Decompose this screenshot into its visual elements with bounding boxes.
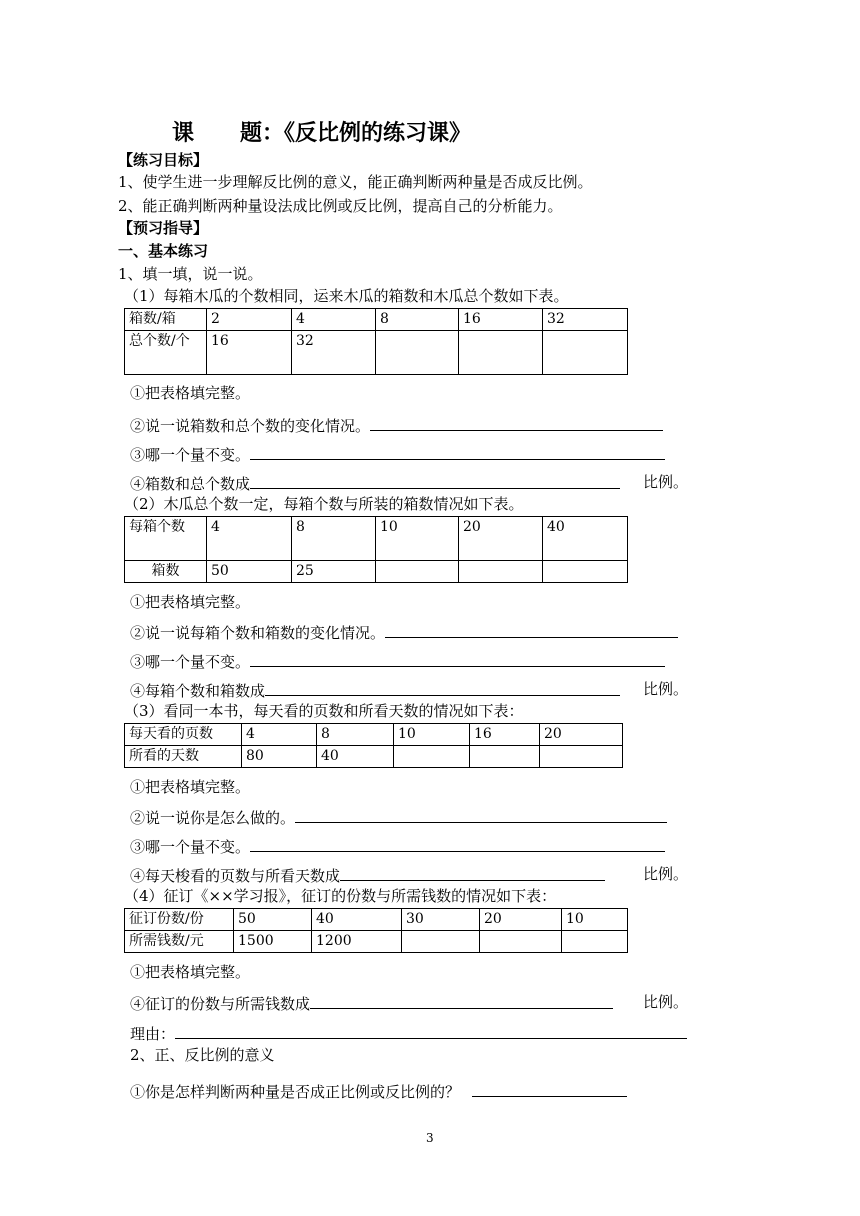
- table-cell: 20: [540, 724, 623, 746]
- ex3-step-3: ③哪一个量不变。: [130, 835, 665, 857]
- table-cell: 20: [480, 909, 562, 931]
- ex2-step-2: ②说一说每箱个数和箱数的变化情况。: [130, 621, 678, 643]
- ex3-table: [124, 723, 623, 768]
- table-cell: 总个数/个: [125, 331, 207, 375]
- answer-blank[interactable]: [250, 650, 665, 667]
- ex3-intro: （3）看同一本书，每天看的页数和所看天数的情况如下表：: [124, 702, 524, 720]
- table-cell: 40: [312, 909, 402, 931]
- table-cell: 40: [543, 517, 628, 561]
- table-row: [125, 331, 628, 375]
- table-cell: 征订份数/份: [125, 909, 234, 931]
- ex1-table: [124, 308, 628, 375]
- table-cell: 1200: [312, 931, 402, 953]
- question-2-header: 2、正、反比例的意义: [130, 1046, 275, 1064]
- title-label-2: 题：: [240, 120, 285, 146]
- table-cell: 50: [234, 909, 312, 931]
- answer-blank[interactable]: [385, 621, 678, 638]
- table-cell: [402, 931, 480, 953]
- table-row: [125, 517, 628, 561]
- table-cell: 箱数: [125, 561, 207, 583]
- table-row: [125, 909, 628, 931]
- table-cell: 10: [376, 517, 459, 561]
- table-cell: 所需钱数/元: [125, 931, 234, 953]
- page-title: [172, 116, 471, 147]
- table-cell: 16: [470, 724, 540, 746]
- question-1: 1、填一填，说一说。: [118, 265, 263, 283]
- table-cell: 16: [459, 309, 543, 331]
- ex4-step-4-end: 比例。: [643, 993, 689, 1011]
- ex1-step-2: ②说一说箱数和总个数的变化情况。: [130, 414, 663, 436]
- ex3-step-4: ④每天梭看的页数与所看天数成: [130, 864, 605, 886]
- table-cell: 30: [402, 909, 480, 931]
- table-cell: [543, 331, 628, 375]
- guide-header: 【预习指导】: [118, 219, 209, 237]
- answer-blank[interactable]: [295, 806, 667, 823]
- table-cell: 4: [207, 517, 292, 561]
- answer-blank[interactable]: [250, 835, 665, 852]
- table-row: [125, 724, 623, 746]
- ex2-table: [124, 516, 628, 583]
- answer-blank[interactable]: [175, 1022, 687, 1039]
- table-cell: [394, 746, 470, 768]
- table-cell: 40: [317, 746, 394, 768]
- answer-blank[interactable]: [265, 679, 620, 696]
- table-cell: 10: [562, 909, 628, 931]
- ex1-step-3: ③哪一个量不变。: [130, 443, 665, 465]
- page-number: 3: [426, 1131, 434, 1145]
- table-cell: [459, 331, 543, 375]
- ex4-step-4: ④征订的份数与所需钱数成: [130, 992, 613, 1014]
- ex2-step-4: ④每箱个数和箱数成: [130, 679, 620, 701]
- table-row: [125, 561, 628, 583]
- table-cell: 50: [207, 561, 292, 583]
- answer-blank[interactable]: [250, 472, 620, 489]
- answer-blank[interactable]: [472, 1080, 627, 1097]
- title-label: 课: [172, 120, 195, 146]
- table-row: [125, 746, 623, 768]
- goals-header: 【练习目标】: [118, 151, 209, 169]
- table-cell: 25: [292, 561, 376, 583]
- ex2-intro: （2）木瓜总个数一定，每箱个数与所装的箱数情况如下表。: [124, 495, 524, 513]
- table-cell: 32: [292, 331, 376, 375]
- ex1-step-1: ①把表格填完整。: [130, 384, 251, 402]
- ex2-step-3: ③哪一个量不变。: [130, 650, 665, 672]
- answer-blank[interactable]: [250, 443, 665, 460]
- table-cell: 所看的天数: [125, 746, 242, 768]
- table-cell: [376, 331, 459, 375]
- ex2-step-1: ①把表格填完整。: [130, 593, 251, 611]
- ex4-table: [124, 908, 628, 953]
- ex4-reason: 理由：: [130, 1022, 687, 1044]
- answer-blank[interactable]: [370, 414, 663, 431]
- question-2-step-1: ①你是怎样判断两种量是否成正比例或反比例的？: [130, 1080, 627, 1102]
- table-cell: 8: [317, 724, 394, 746]
- table-cell: 1500: [234, 931, 312, 953]
- ex1-step-4-end: 比例。: [643, 473, 689, 491]
- table-cell: 32: [543, 309, 628, 331]
- table-row: [125, 309, 628, 331]
- goal-2: 2、能正确判断两种量设法成比例或反比例，提高自己的分析能力。: [118, 197, 563, 215]
- table-cell: [376, 561, 459, 583]
- answer-blank[interactable]: [310, 992, 613, 1009]
- part1-header: 一、基本练习: [118, 242, 209, 260]
- ex3-step-4-end: 比例。: [643, 865, 689, 883]
- answer-blank[interactable]: [340, 864, 605, 881]
- ex3-step-2: ②说一说你是怎么做的。: [130, 806, 667, 828]
- ex1-intro: （1）每箱木瓜的个数相同，运来木瓜的箱数和木瓜总个数如下表。: [124, 287, 569, 305]
- ex4-step-1: ①把表格填完整。: [130, 963, 251, 981]
- table-cell: 20: [459, 517, 543, 561]
- table-cell: 8: [292, 517, 376, 561]
- table-cell: [459, 561, 543, 583]
- table-cell: 4: [242, 724, 317, 746]
- table-cell: 每天看的页数: [125, 724, 242, 746]
- title-text: 《反比例的练习课》: [284, 120, 472, 146]
- ex2-step-4-end: 比例。: [643, 680, 689, 698]
- goal-1: 1、使学生进一步理解反比例的意义，能正确判断两种量是否成反比例。: [118, 173, 593, 191]
- table-cell: 10: [394, 724, 470, 746]
- table-cell: 2: [207, 309, 292, 331]
- ex4-intro: （4）征订《××学习报》，征订的份数与所需钱数的情况如下表：: [124, 887, 557, 905]
- ex1-step-4: ④箱数和总个数成: [130, 472, 620, 494]
- table-cell: 16: [207, 331, 292, 375]
- table-cell: [480, 931, 562, 953]
- table-cell: 80: [242, 746, 317, 768]
- table-row: [125, 931, 628, 953]
- table-cell: 箱数/箱: [125, 309, 207, 331]
- table-cell: 8: [376, 309, 459, 331]
- table-cell: [562, 931, 628, 953]
- table-cell: 4: [292, 309, 376, 331]
- table-cell: [470, 746, 540, 768]
- table-cell: [540, 746, 623, 768]
- table-cell: 每箱个数: [125, 517, 207, 561]
- ex3-step-1: ①把表格填完整。: [130, 778, 251, 796]
- table-cell: [543, 561, 628, 583]
